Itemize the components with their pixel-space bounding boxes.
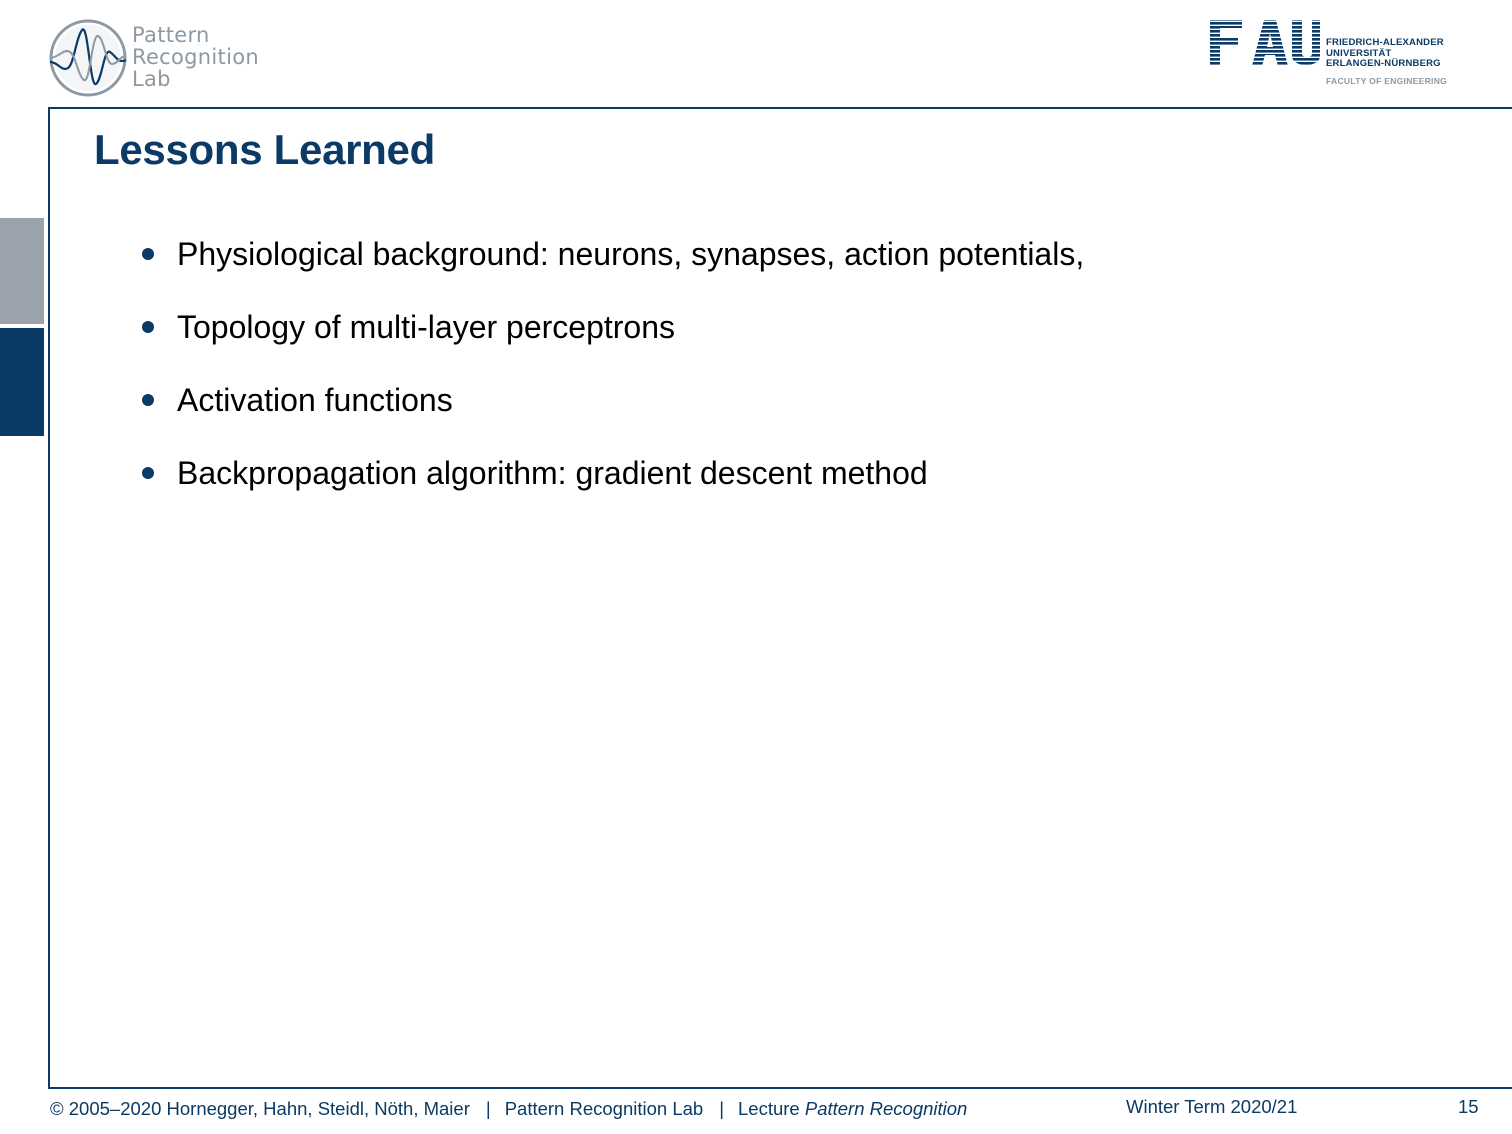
fau-logo [1208,18,1468,92]
footer-copyright: © 2005–2020 Hornegger, Hahn, Steidl, Nöth, Maier [50,1098,470,1119]
frame-bottom-border [48,1087,1512,1089]
list-item [140,447,1084,520]
fau-name-line1: FRIEDRICH-ALEXANDER [1326,37,1444,48]
bullet-icon [142,394,154,406]
bullet-text: Physiological background: neurons, synapses, action potentials, [177,236,1085,272]
bullet-list [140,228,1084,520]
side-tab-active [0,328,44,436]
footer-separator: | [485,1098,491,1119]
bullet-icon [142,321,154,333]
fau-name-line2: UNIVERSITÄT [1326,47,1392,59]
footer-separator: | [719,1098,724,1119]
lab-logo-line2: Recognition [132,45,259,69]
footer [0,1096,1512,1126]
lab-logo-line3: Lab [132,67,171,91]
side-tab-inactive [0,218,44,324]
bullet-text: Activation functions [177,382,453,418]
pattern-recognition-lab-logo [48,18,288,100]
bullet-text: Topology of multi-layer perceptrons [177,309,676,345]
fau-mark-icon [1208,18,1320,68]
page-number: 15 [1458,1096,1479,1117]
frame-top-border [48,107,1512,109]
lab-logo-line1: Pattern [132,23,210,47]
footer-credits [50,1098,967,1120]
list-item [140,374,1084,447]
list-item [140,228,1084,301]
bullet-icon [142,248,154,260]
bullet-text: Backpropagation algorithm: gradient descent method [177,455,928,491]
bullet-icon [142,467,154,479]
footer-lecture-prefix: Lecture [738,1098,800,1119]
slide-title: Lessons Learned [94,126,435,173]
footer-lecture-name: Pattern Recognition [804,1098,968,1119]
footer-term: Winter Term 2020/21 [1126,1096,1298,1117]
waveform-circle-icon [48,18,128,98]
fau-faculty: FACULTY OF ENGINEERING [1326,76,1448,86]
fau-name-line3: ERLANGEN-NÜRNBERG [1326,58,1441,69]
list-item [140,301,1084,374]
footer-lab: Pattern Recognition Lab [504,1098,704,1119]
frame-left-border [48,107,50,1089]
